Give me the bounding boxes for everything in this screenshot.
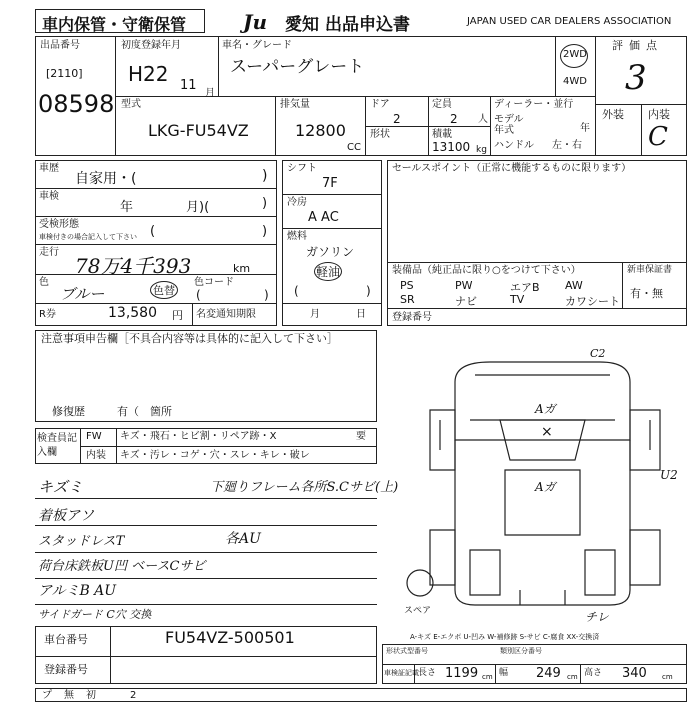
year-unit: 年 bbox=[580, 123, 590, 134]
displacement-unit: CC bbox=[347, 142, 361, 153]
fuel-alt: 軽油 bbox=[314, 262, 342, 281]
mark-rear: チレ bbox=[585, 610, 609, 624]
mileage-value: 78万4千393 bbox=[75, 254, 192, 278]
shape-label: 形状 bbox=[370, 129, 390, 140]
spare-label: スペア bbox=[404, 606, 432, 616]
receive-close: ) bbox=[262, 224, 268, 239]
warranty-label: 新車保証書 bbox=[627, 265, 673, 275]
fuel-close: ) bbox=[366, 284, 371, 298]
shape-type-label: 形状式型番号 bbox=[386, 647, 428, 655]
recycle-unit: 円 bbox=[172, 309, 183, 322]
evaluation-label: 評価点 bbox=[612, 39, 663, 52]
width-label: 幅 bbox=[499, 668, 509, 678]
fuel-label: 燃料 bbox=[287, 231, 307, 242]
logo-text: 愛知 bbox=[285, 15, 319, 35]
equipment-item: SR bbox=[400, 293, 415, 306]
ext-label: 外装 bbox=[602, 108, 624, 121]
load-unit: kg bbox=[476, 145, 487, 155]
equipment-item: カワシート bbox=[565, 295, 620, 308]
handwritten-note: 着板アソ bbox=[38, 508, 94, 524]
displacement-label: 排気量 bbox=[280, 99, 310, 110]
sales-point-label: セールスポイント（正常に機能するものに限ります） bbox=[392, 163, 632, 174]
car-name: スーパーグレート bbox=[230, 57, 365, 77]
inspection-month: 月)( bbox=[186, 200, 210, 215]
dealer-label: ディーラー・並行 bbox=[494, 99, 574, 110]
mark-c2: C2 bbox=[590, 347, 606, 360]
equipment-item: エアB bbox=[510, 281, 540, 294]
capacity-label: 定員 bbox=[432, 99, 452, 110]
name-label: 車名・グレード bbox=[222, 40, 292, 51]
dims-label: 車検証記載 bbox=[384, 669, 419, 677]
history-close: ) bbox=[262, 168, 268, 184]
registration-month-unit: 月 bbox=[205, 88, 215, 99]
equipment-item: TV bbox=[510, 293, 525, 306]
capacity-unit: 人 bbox=[478, 114, 488, 125]
cooler-value: A AC bbox=[308, 210, 339, 225]
evaluation-score: 3 bbox=[625, 58, 647, 98]
mileage-unit: km bbox=[233, 262, 251, 275]
receive-label: 受検形態 bbox=[39, 219, 79, 230]
fuel-paren: ( bbox=[294, 284, 299, 298]
interior-label: 内装 bbox=[86, 450, 106, 461]
receive-paren: ( bbox=[150, 224, 156, 239]
history-label: 車歴 bbox=[39, 163, 59, 174]
height-unit: cm bbox=[662, 673, 673, 681]
logo: Ju bbox=[243, 10, 268, 34]
load-label: 積載 bbox=[432, 129, 452, 140]
association-name: JAPAN USED CAR DEALERS ASSOCIATION bbox=[467, 16, 672, 27]
storage-note-box bbox=[35, 9, 205, 33]
mark-u2: U2 bbox=[660, 468, 678, 482]
fuel-value: ガソリン bbox=[306, 245, 355, 259]
bottom-strip-cell: 無 bbox=[64, 690, 74, 701]
bottom-strip-cell: 初 bbox=[86, 690, 96, 701]
notice-label: 名変通知期限 bbox=[196, 309, 256, 320]
notes-label: 注意事項申告欄［不具合内容等は具体的に記入して下さい］ bbox=[41, 332, 338, 345]
chassis-value: FU54VZ-500501 bbox=[165, 628, 295, 647]
color-change: 色替 bbox=[150, 281, 178, 299]
fw-items: キズ・飛石・ヒビ割・リペア跡・X bbox=[120, 431, 277, 442]
handwritten-note: スタッドレスT bbox=[38, 534, 125, 549]
form-title: 出品申込書 bbox=[325, 15, 410, 35]
ext-score: C bbox=[648, 122, 668, 152]
storage-note: 車内保管・守衛保管 bbox=[42, 15, 187, 34]
lot-label: 出品番号 bbox=[40, 40, 80, 51]
handwritten-note: サイドガード C穴 交換 bbox=[38, 608, 152, 621]
equipment-label: 装備品（純正品に限り○をつけて下さい） bbox=[392, 265, 581, 276]
reg-no2-label: 登録番号 bbox=[44, 663, 88, 676]
model-year-label: モデル 年式 bbox=[494, 114, 524, 136]
recycle-value: 13,580 bbox=[108, 305, 157, 321]
load-value: 13100 bbox=[432, 140, 471, 154]
damage-legend: A-キズ E-エクボ U-凹み W-補修跡 S-サビ C-腐食 XX-交換済 bbox=[410, 633, 600, 641]
color-code-label: 色コード bbox=[194, 277, 234, 288]
mileage-label: 走行 bbox=[39, 247, 59, 258]
width-unit: cm bbox=[567, 673, 578, 681]
registration-label: 初度登録年月 bbox=[121, 40, 181, 51]
recycle-label: R券 bbox=[39, 309, 56, 320]
receive-note: 車検付きの場合記入して下さい bbox=[39, 233, 137, 241]
bottom-strip-cell: プ bbox=[42, 690, 52, 701]
warranty-value: 有・無 bbox=[630, 287, 663, 300]
handle-lr: 左・右 bbox=[552, 140, 582, 151]
equipment-item: PW bbox=[455, 279, 473, 292]
doors-value: 2 bbox=[393, 112, 401, 126]
drive-4wd: 4WD bbox=[563, 76, 587, 87]
inspection-year: 年 bbox=[120, 200, 134, 215]
inspection-label: 車検 bbox=[39, 191, 59, 202]
lot-bracket: [2110] bbox=[46, 67, 83, 80]
handle-label: ハンドル bbox=[494, 140, 534, 151]
equipment-item: AW bbox=[565, 279, 583, 292]
equipment-item: PS bbox=[400, 279, 414, 292]
registration-era-year: H22 bbox=[128, 62, 169, 86]
length-value: 1199 bbox=[445, 666, 479, 681]
registration-month: 11 bbox=[180, 78, 197, 93]
repair-label: 修復歴 bbox=[52, 405, 85, 418]
drive-2wd: 2WD bbox=[563, 49, 587, 60]
notice-day: 日 bbox=[356, 309, 366, 320]
notice-month: 月 bbox=[310, 309, 320, 320]
length-label: 長さ bbox=[418, 668, 437, 678]
shift-label: シフト bbox=[287, 163, 317, 174]
handwritten-note: 下廻りフレーム各所S.Cサビ(上) bbox=[210, 480, 399, 495]
model-value: LKG-FU54VZ bbox=[148, 121, 249, 140]
handwritten-note: アルミB AU bbox=[38, 583, 117, 599]
doors-label: ドア bbox=[370, 99, 390, 110]
model-label: 型式 bbox=[121, 99, 141, 110]
equipment-item: ナビ bbox=[455, 295, 477, 308]
bottom-strip-cell: 2 bbox=[130, 690, 137, 701]
inspection-close: ) bbox=[262, 196, 268, 211]
height-label: 高さ bbox=[584, 668, 603, 678]
handwritten-note: 荷台床鉄板U凹 ベースCサビ bbox=[38, 559, 206, 574]
handwritten-note: キズミ bbox=[38, 478, 83, 496]
height-value: 340 bbox=[622, 666, 647, 681]
mark-side: Aガ bbox=[535, 480, 556, 494]
length-unit: cm bbox=[482, 673, 493, 681]
capacity-value: 2 bbox=[450, 112, 458, 126]
displacement-value: 12800 bbox=[295, 121, 346, 140]
lot-number: 08598 bbox=[38, 90, 115, 118]
chassis-label: 車台番号 bbox=[44, 633, 88, 646]
history-value: 自家用・( bbox=[75, 171, 137, 187]
inspector-label: 検査員記入欄 bbox=[37, 433, 77, 458]
interior-items: キズ・汚レ・コゲ・穴・スレ・キレ・破レ bbox=[120, 450, 310, 461]
mark-x: × bbox=[541, 424, 553, 440]
class-label: 類別区分番号 bbox=[500, 647, 542, 655]
sales-block bbox=[387, 160, 687, 326]
fw-circled: 要 bbox=[356, 431, 366, 442]
color-label: 色 bbox=[39, 277, 49, 288]
repair-spot: 箇所 bbox=[150, 405, 172, 418]
color-paren: ( bbox=[196, 288, 201, 302]
handwritten-note: 各AU bbox=[225, 531, 261, 547]
cooler-label: 冷房 bbox=[287, 197, 307, 208]
repair-value: 有（ bbox=[117, 405, 139, 418]
fw-label: FW bbox=[86, 431, 102, 442]
width-value: 249 bbox=[536, 666, 561, 681]
int-label: 内装 bbox=[648, 108, 670, 121]
mark-front: Aガ bbox=[535, 402, 556, 416]
color-close: ) bbox=[264, 288, 269, 302]
color-value: ブルー bbox=[60, 285, 105, 303]
shift-value: 7F bbox=[322, 176, 338, 191]
registration-no-label: 登録番号 bbox=[392, 312, 432, 323]
